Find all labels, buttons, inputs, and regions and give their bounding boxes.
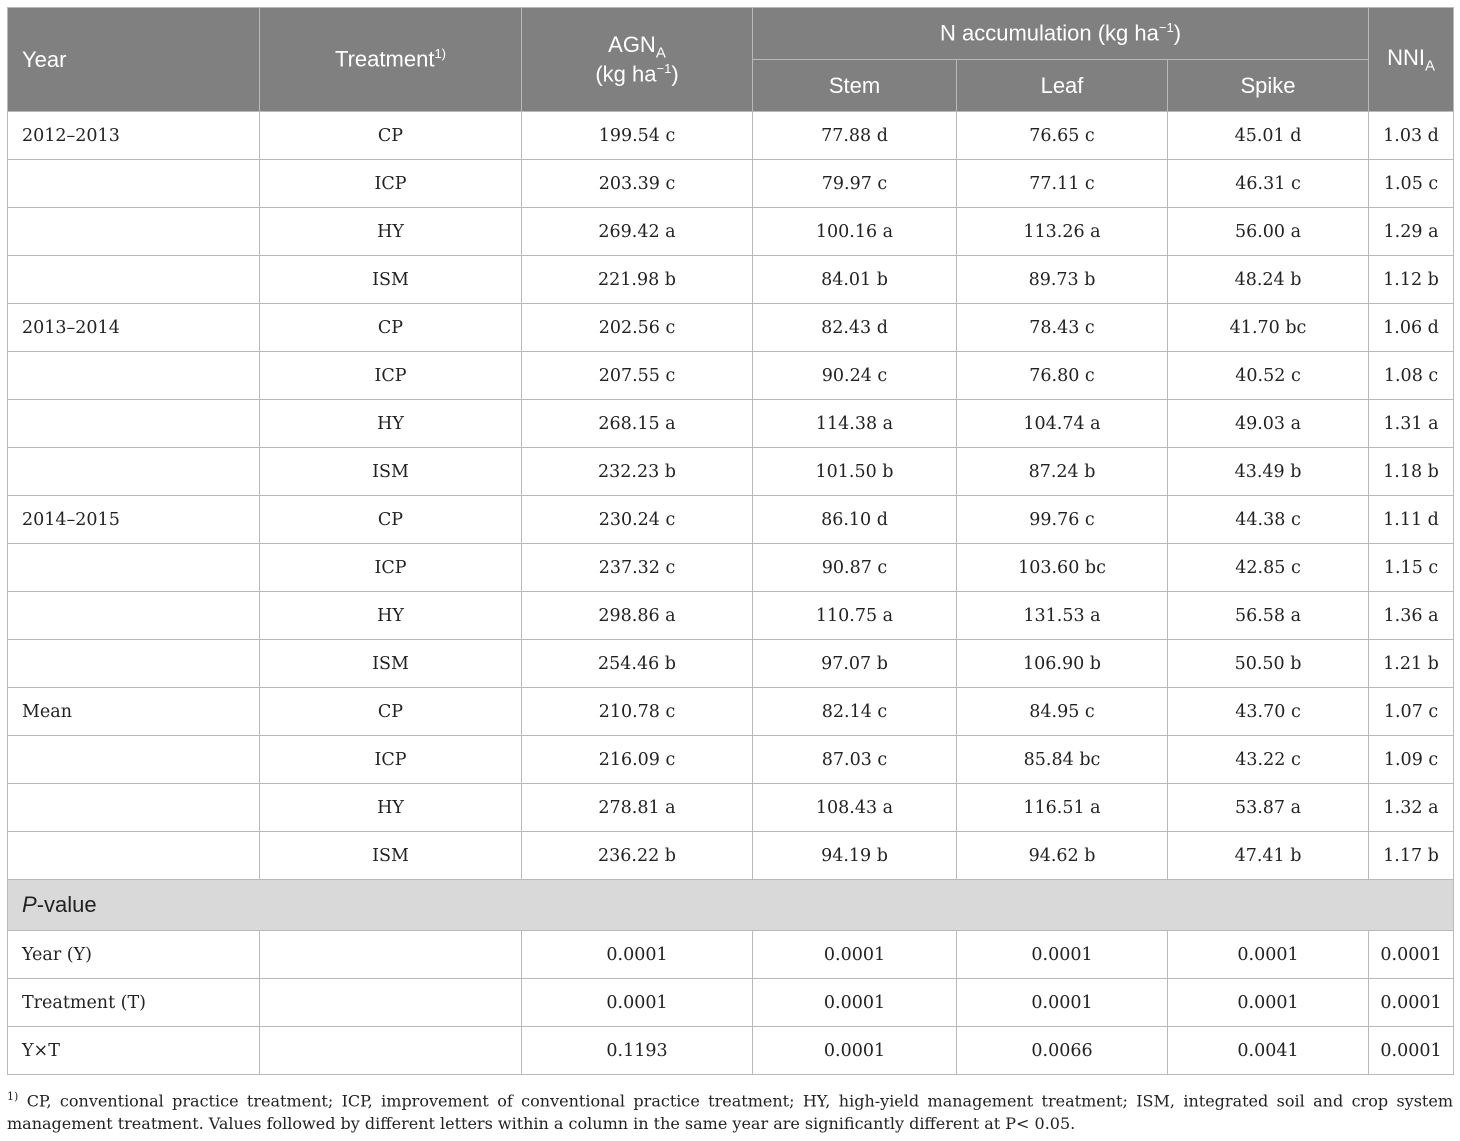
cell-treatment: CP (260, 304, 522, 352)
cell-spike: 0.0001 (1168, 979, 1369, 1027)
cell-agn: 254.46 b (522, 640, 753, 688)
cell-agn: 230.24 c (522, 496, 753, 544)
cell-spike: 53.87 a (1168, 784, 1369, 832)
cell-nni: 1.11 d (1369, 496, 1454, 544)
header-stem: Stem (753, 60, 957, 112)
cell-agn: 207.55 c (522, 352, 753, 400)
cell-nni: 1.06 d (1369, 304, 1454, 352)
data-table (7, 7, 1454, 1075)
cell-spike: 0.0041 (1168, 1027, 1369, 1075)
cell-nni: 0.0001 (1369, 931, 1454, 979)
cell-nni: 1.05 c (1369, 160, 1454, 208)
table-row (8, 832, 1454, 880)
cell-year (8, 160, 260, 208)
header-nni: $NNI_A$ (1369, 8, 1454, 112)
cell-leaf: 85.84 bc (957, 736, 1168, 784)
footnote-text: CP, conventional practice treatment; ICP, improvement of conventional practice treatment; HY, high-yield management treatment; ISM, integrated soil and crop system management treatment. Values followed by different letters within a column in the same year are significantly different at P< 0.05. (7, 1091, 1453, 1134)
cell-nni: 1.12 b (1369, 256, 1454, 304)
table-header (8, 8, 1454, 112)
table-row (8, 448, 1454, 496)
cell-nni: 1.36 a (1369, 592, 1454, 640)
cell-treatment (260, 979, 522, 1027)
cell-year: 2012–2013 (8, 112, 260, 160)
cell-stem: 82.14 c (753, 688, 957, 736)
table-row (8, 352, 1454, 400)
cell-leaf: 87.24 b (957, 448, 1168, 496)
cell-agn: 0.0001 (522, 931, 753, 979)
cell-agn: 236.22 b (522, 832, 753, 880)
table-row (8, 736, 1454, 784)
cell-nni: 1.32 a (1369, 784, 1454, 832)
cell-leaf: 84.95 c (957, 688, 1168, 736)
header-leaf: Leaf (957, 60, 1168, 112)
cell-nni: 1.03 d (1369, 112, 1454, 160)
table-footnote (7, 1085, 1453, 1135)
cell-spike: 56.00 a (1168, 208, 1369, 256)
cell-leaf: 106.90 b (957, 640, 1168, 688)
cell-stem: 114.38 a (753, 400, 957, 448)
cell-spike: 45.01 d (1168, 112, 1369, 160)
table-row (8, 256, 1454, 304)
cell-treatment: ISM (260, 832, 522, 880)
cell-nni: 1.07 c (1369, 688, 1454, 736)
table-row (8, 112, 1454, 160)
table-row (8, 208, 1454, 256)
cell-leaf: 0.0066 (957, 1027, 1168, 1075)
cell-spike: 48.24 b (1168, 256, 1369, 304)
cell-stem: 77.88 d (753, 112, 957, 160)
table-row (8, 400, 1454, 448)
cell-leaf: 89.73 b (957, 256, 1168, 304)
pvalue-row (8, 931, 1454, 979)
cell-stem: 87.03 c (753, 736, 957, 784)
pvalue-row (8, 979, 1454, 1027)
cell-agn: 298.86 a (522, 592, 753, 640)
cell-nni: 1.15 c (1369, 544, 1454, 592)
cell-year (8, 784, 260, 832)
cell-nni: 1.18 b (1369, 448, 1454, 496)
cell-nni: 1.29 a (1369, 208, 1454, 256)
cell-agn: 278.81 a (522, 784, 753, 832)
cell-stem: 86.10 d (753, 496, 957, 544)
header-year: Year (8, 8, 260, 112)
cell-spike: 0.0001 (1168, 931, 1369, 979)
cell-stem: 108.43 a (753, 784, 957, 832)
cell-treatment: HY (260, 208, 522, 256)
cell-year (8, 352, 260, 400)
cell-leaf: 103.60 bc (957, 544, 1168, 592)
cell-agn: 216.09 c (522, 736, 753, 784)
table-row (8, 160, 1454, 208)
header-spike: Spike (1168, 60, 1369, 112)
cell-treatment (260, 931, 522, 979)
table-row (8, 592, 1454, 640)
cell-nni: 0.0001 (1369, 1027, 1454, 1075)
cell-treatment: CP (260, 688, 522, 736)
cell-treatment: ISM (260, 256, 522, 304)
cell-factor: Treatment (T) (8, 979, 260, 1027)
cell-factor: Y×T (8, 1027, 260, 1075)
cell-year (8, 448, 260, 496)
cell-nni: 1.09 c (1369, 736, 1454, 784)
cell-treatment: CP (260, 496, 522, 544)
cell-treatment: HY (260, 784, 522, 832)
cell-year (8, 640, 260, 688)
cell-nni: 1.17 b (1369, 832, 1454, 880)
cell-treatment: HY (260, 400, 522, 448)
cell-agn: 269.42 a (522, 208, 753, 256)
cell-leaf: 131.53 a (957, 592, 1168, 640)
cell-stem: 101.50 b (753, 448, 957, 496)
cell-agn: 268.15 a (522, 400, 753, 448)
cell-treatment: ICP (260, 736, 522, 784)
cell-agn: 210.78 c (522, 688, 753, 736)
cell-treatment (260, 1027, 522, 1075)
footnote-marker: 1) (7, 1090, 19, 1103)
cell-spike: 42.85 c (1168, 544, 1369, 592)
cell-treatment: HY (260, 592, 522, 640)
pvalue-heading: P-value (8, 880, 1454, 931)
cell-factor: Year (Y) (8, 931, 260, 979)
cell-leaf: 77.11 c (957, 160, 1168, 208)
cell-year (8, 256, 260, 304)
cell-stem: 90.24 c (753, 352, 957, 400)
cell-agn: 237.32 c (522, 544, 753, 592)
cell-spike: 49.03 a (1168, 400, 1369, 448)
pvalue-heading-row (8, 880, 1454, 931)
cell-treatment: ICP (260, 352, 522, 400)
cell-stem: 100.16 a (753, 208, 957, 256)
header-agn: $AGN_A$ (kg $ha^{-1}$) (522, 8, 753, 112)
cell-leaf: 94.62 b (957, 832, 1168, 880)
cell-leaf: 99.76 c (957, 496, 1168, 544)
cell-spike: 46.31 c (1168, 160, 1369, 208)
pvalue-section (8, 880, 1454, 931)
cell-leaf: 0.0001 (957, 979, 1168, 1027)
cell-spike: 47.41 b (1168, 832, 1369, 880)
cell-treatment: ICP (260, 160, 522, 208)
cell-year (8, 736, 260, 784)
cell-leaf: 76.80 c (957, 352, 1168, 400)
cell-spike: 43.22 c (1168, 736, 1369, 784)
cell-leaf: 113.26 a (957, 208, 1168, 256)
cell-agn: 232.23 b (522, 448, 753, 496)
cell-stem: 90.87 c (753, 544, 957, 592)
cell-spike: 44.38 c (1168, 496, 1369, 544)
table-row (8, 496, 1454, 544)
pvalue-row (8, 1027, 1454, 1075)
table-body (8, 112, 1454, 880)
cell-year: 2013–2014 (8, 304, 260, 352)
cell-stem: 0.0001 (753, 979, 957, 1027)
cell-nni: 1.31 a (1369, 400, 1454, 448)
table-row (8, 688, 1454, 736)
cell-stem: 0.0001 (753, 1027, 957, 1075)
cell-stem: 94.19 b (753, 832, 957, 880)
cell-agn: 199.54 c (522, 112, 753, 160)
cell-leaf: 76.65 c (957, 112, 1168, 160)
cell-spike: 56.58 a (1168, 592, 1369, 640)
header-n-accumulation: N accumulation (kg $ha^{-1}$) (753, 8, 1369, 60)
cell-agn: 0.0001 (522, 979, 753, 1027)
cell-leaf: 0.0001 (957, 931, 1168, 979)
cell-nni: 1.21 b (1369, 640, 1454, 688)
cell-spike: 43.70 c (1168, 688, 1369, 736)
cell-agn: 202.56 c (522, 304, 753, 352)
table-row (8, 544, 1454, 592)
cell-year: Mean (8, 688, 260, 736)
cell-treatment: ICP (260, 544, 522, 592)
treatment-footnote-marker: 1) (434, 46, 446, 62)
cell-nni: 0.0001 (1369, 979, 1454, 1027)
cell-treatment: CP (260, 112, 522, 160)
table-row (8, 784, 1454, 832)
header-treatment: Treatment$^{1)}$ (260, 8, 522, 112)
table-row (8, 640, 1454, 688)
cell-year: 2014–2015 (8, 496, 260, 544)
cell-year (8, 592, 260, 640)
cell-year (8, 832, 260, 880)
cell-leaf: 104.74 a (957, 400, 1168, 448)
cell-treatment: ISM (260, 448, 522, 496)
cell-agn: 0.1193 (522, 1027, 753, 1075)
cell-leaf: 78.43 c (957, 304, 1168, 352)
cell-spike: 41.70 bc (1168, 304, 1369, 352)
cell-agn: 221.98 b (522, 256, 753, 304)
cell-stem: 79.97 c (753, 160, 957, 208)
cell-treatment: ISM (260, 640, 522, 688)
cell-year (8, 400, 260, 448)
cell-year (8, 208, 260, 256)
pvalue-body (8, 931, 1454, 1075)
cell-stem: 110.75 a (753, 592, 957, 640)
cell-stem: 84.01 b (753, 256, 957, 304)
cell-agn: 203.39 c (522, 160, 753, 208)
cell-stem: 0.0001 (753, 931, 957, 979)
cell-spike: 50.50 b (1168, 640, 1369, 688)
cell-spike: 43.49 b (1168, 448, 1369, 496)
cell-year (8, 544, 260, 592)
table-row (8, 304, 1454, 352)
cell-stem: 97.07 b (753, 640, 957, 688)
cell-stem: 82.43 d (753, 304, 957, 352)
cell-spike: 40.52 c (1168, 352, 1369, 400)
cell-nni: 1.08 c (1369, 352, 1454, 400)
cell-leaf: 116.51 a (957, 784, 1168, 832)
